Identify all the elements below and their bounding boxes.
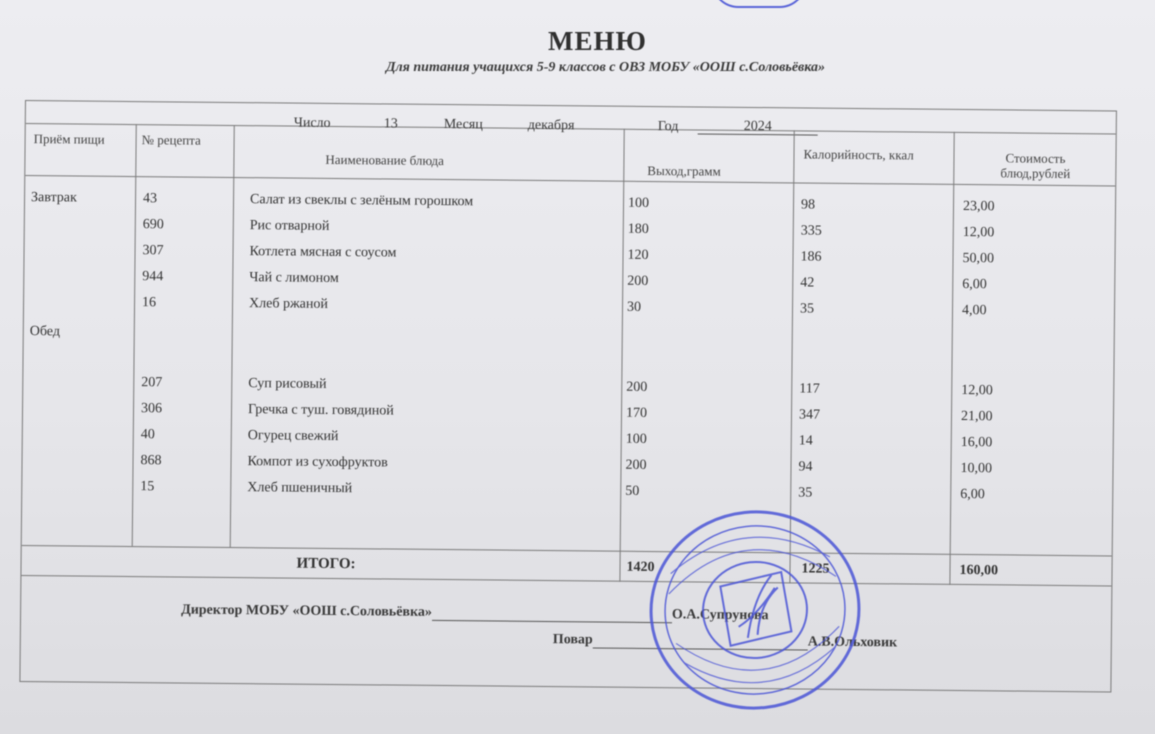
dish-name: Гречка с туш. говядиной <box>247 402 394 419</box>
dish-weight: 100 <box>627 195 650 211</box>
dish-calories: 117 <box>799 381 820 397</box>
dish-name: Рис отварной <box>249 218 330 234</box>
total-bottom-line <box>21 575 1111 586</box>
dish-calories: 98 <box>800 197 816 213</box>
dish-weight: 120 <box>627 247 649 263</box>
meal-breakfast: Завтрак <box>30 190 77 206</box>
total-weight: 1420 <box>626 559 655 576</box>
dish-name: Салат из свеклы с зелёным горошком <box>249 192 474 210</box>
meal-lunch: Обед <box>29 324 61 340</box>
dish-calories: 14 <box>798 433 813 449</box>
recipe-number: 15 <box>140 479 155 495</box>
dish-calories: 42 <box>800 275 815 291</box>
dish-calories: 335 <box>800 223 822 239</box>
official-seal <box>635 494 876 726</box>
dish-cost: 4,00 <box>961 303 987 319</box>
total-label: ИТОГО: <box>296 555 356 573</box>
recipe-number: 207 <box>141 375 163 391</box>
dish-weight: 200 <box>625 457 647 473</box>
dish-weight: 170 <box>625 405 648 421</box>
dish-cost: 6,00 <box>960 486 985 503</box>
total-cost: 160,00 <box>959 562 999 579</box>
dish-weight: 30 <box>626 299 642 315</box>
dish-cost: 10,00 <box>960 460 993 477</box>
recipe-number: 40 <box>140 427 155 443</box>
month-value: декабря <box>527 117 575 134</box>
recipe-number: 307 <box>142 243 164 259</box>
director-title: Директор МОБУ «ООШ с.Соловьёвка» <box>181 602 432 620</box>
dish-name: Котлета мясная с соусом <box>249 244 397 261</box>
recipe-number: 43 <box>142 191 158 207</box>
dish-calories: 35 <box>799 301 815 317</box>
dish-name: Хлеб пшеничный <box>247 480 353 497</box>
recipe-number: 306 <box>140 401 163 417</box>
header-cost: Стоимость блюд,рублей <box>1000 150 1071 182</box>
dish-name: Огурец свежий <box>247 428 339 445</box>
header-divider <box>25 175 1115 186</box>
total-calories: 1225 <box>801 561 830 577</box>
dish-weight: 200 <box>627 273 649 289</box>
dish-name: Суп рисовый <box>248 376 327 392</box>
dish-calories: 35 <box>798 485 813 501</box>
dish-cost: 16,00 <box>960 434 993 451</box>
date-row <box>26 101 1116 134</box>
dish-calories: 186 <box>800 249 822 265</box>
col-divider <box>619 129 624 582</box>
day-value: 13 <box>383 116 398 132</box>
recipe-number: 944 <box>142 269 164 285</box>
header-weight: Выход,грамм <box>647 162 721 179</box>
col-divider <box>949 132 954 585</box>
dish-cost: 23,00 <box>962 199 995 215</box>
dish-cost: 12,00 <box>961 383 993 399</box>
year-label: Год <box>657 119 679 135</box>
dish-weight: 50 <box>625 483 640 499</box>
dish-name: Компот из сухофруктов <box>247 454 388 471</box>
recipe-number: 16 <box>141 295 157 311</box>
month-label: Месяц <box>443 117 483 133</box>
header-calories: Калорийность, ккал <box>803 146 914 163</box>
day-label: Число <box>293 115 331 131</box>
header-recipe: № рецепта <box>141 132 201 148</box>
cook-title: Повар <box>552 632 593 648</box>
dish-cost: 21,00 <box>960 408 993 425</box>
dish-weight: 180 <box>627 221 649 237</box>
dish-weight: 200 <box>626 379 648 395</box>
col-divider <box>132 124 137 546</box>
year-value: 2024 <box>698 119 818 135</box>
recipe-number: 868 <box>140 453 162 469</box>
cook-name: А.В.Ольховик <box>807 634 898 651</box>
dish-name: Хлеб ржаной <box>248 296 328 312</box>
dish-cost: 6,00 <box>962 277 987 293</box>
signature-line <box>432 620 672 623</box>
recipe-number: 690 <box>142 217 164 233</box>
stamp-fragment <box>712 0 806 8</box>
dish-cost: 50,00 <box>962 251 995 267</box>
dish-calories: 347 <box>798 407 821 423</box>
dish-cost: 12,00 <box>962 225 995 241</box>
dish-calories: 94 <box>798 459 813 475</box>
col-divider <box>230 125 235 547</box>
page-title: МЕНЮ <box>548 26 647 56</box>
header-meal: Приём пищи <box>33 131 105 147</box>
header-name: Наименование блюда <box>325 151 444 169</box>
menu-table <box>19 100 1117 692</box>
dish-name: Чай с лимоном <box>249 270 339 287</box>
dish-weight: 100 <box>625 431 647 447</box>
page-subtitle: Для питания учащихся 5-9 классов с ОВЗ МОБУ «ООШ с.Соловьёвка» <box>385 60 826 75</box>
total-top-line <box>22 545 1112 556</box>
director-name: О.А.Супрунова <box>671 607 769 624</box>
